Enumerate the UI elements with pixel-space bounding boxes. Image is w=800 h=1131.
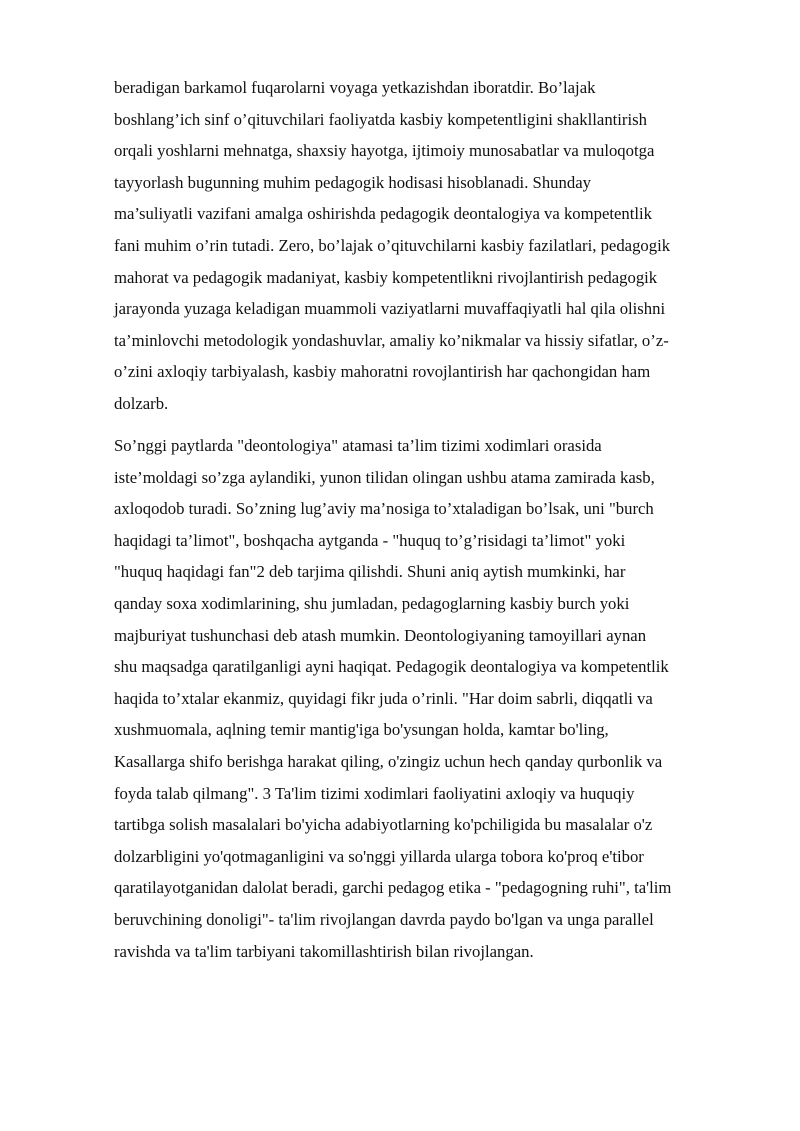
- text-line: qanday soxa xodimlarining, shu jumladan, pedagoglarning kasbiy burch yoki: [114, 594, 630, 613]
- text-line: Kasallarga shifo berishga harakat qiling, o'zingiz uchun hech qanday qurbonlik va: [114, 751, 663, 771]
- paragraph-1: [114, 72, 746, 420]
- text-line: foyda talab qilmang". 3 Ta'lim tizimi xodimlari faoliyatini axloqiy va huquqiy: [114, 783, 635, 803]
- text-line: axloqodob turadi. So’zning lug’aviy ma’nosiga to’xtaladigan bo’lsak, uni "burch: [114, 499, 654, 519]
- text-line: qaratilayotganidan dalolat beradi, garchi pedagog etika - "pedagogning ruhi", ta'lim: [114, 878, 672, 898]
- text-line: o’zini axloqiy tarbiyalash, kasbiy mahoratni rovojlantirish har qachongidan ham: [114, 362, 651, 382]
- document-page: [114, 72, 746, 967]
- text-line: beruvchining donoligi"- ta'lim rivojlangan davrda paydo bo'lgan va unga parallel: [114, 909, 654, 929]
- text-line: haqidagi ta’limot", boshqacha aytganda - "huquq to’g’risidagi ta’limot" yoki: [114, 530, 626, 550]
- text-line: xushmuomala, aqlning temir mantig'iga bo'ysungan holda, kamtar bo'ling,: [114, 720, 609, 740]
- text-line: ravishda va ta'lim tarbiyani takomillashtirish bilan rivojlangan.: [114, 941, 534, 961]
- text-line: So’nggi paytlarda "deontologiya" atamasi ta’lim tizimi xodimlari orasida: [114, 436, 602, 456]
- text-line: boshlang’ich sinf o’qituvchilari faoliyatda kasbiy kompetentligini shakllantirish: [114, 109, 647, 129]
- text-line: tartibga solish masalalari bo'yicha adabiyotlarning ko'pchiligida bu masalalar o'z: [114, 815, 653, 835]
- text-line: jarayonda yuzaga keladigan muammoli vaziyatlarni muvaffaqiyatli hal qila olishni: [114, 299, 666, 319]
- text-line: "huquq haqidagi fan"2 deb tarjima qilishdi. Shuni aniq aytish mumkinki, har: [114, 562, 626, 582]
- paragraph-spacer: [114, 420, 746, 431]
- text-line: iste’moldagi so’zga aylandiki, yunon tilidan olingan ushbu atama zamirada kasb,: [114, 467, 655, 487]
- text-line: fani muhim o’rin tutadi. Zero, bo’lajak o’qituvchilarni kasbiy fazilatlari, pedagogik: [114, 235, 671, 255]
- text-line: beradigan barkamol fuqarolarni voyaga yetkazishdan iboratdir. Bo’lajak: [114, 78, 596, 97]
- paragraph-2: [114, 430, 746, 967]
- text-line: majburiyat tushunchasi deb atash mumkin. Deontologiyaning tamoyillari aynan: [114, 625, 647, 645]
- text-line: orqali yoshlarni mehnatga, shaxsiy hayotga, ijtimoiy munosabatlar va muloqotga: [114, 141, 655, 161]
- text-line: dolzarbligini yo'qotmaganligini va so'nggi yillarda ularga tobora ko'proq e'tibor: [114, 846, 644, 866]
- text-line: dolzarb.: [114, 393, 169, 413]
- text-line: shu maqsadga qaratilganligi ayni haqiqat. Pedagogik deontalogiya va kompetentlik: [114, 657, 669, 677]
- text-line: ta’minlovchi metodologik yondashuvlar, amaliy ko’nikmalar va hissiy sifatlar, o’z-: [114, 330, 669, 350]
- text-line: haqida to’xtalar ekanmiz, quyidagi fikr juda o’rinli. "Har doim sabrli, diqqatli va: [114, 688, 653, 708]
- text-line: ma’suliyatli vazifani amalga oshirishda pedagogik deontalogiya va kompetentlik: [114, 204, 653, 224]
- text-line: mahorat va pedagogik madaniyat, kasbiy kompetentlikni rivojlantirish pedagogik: [114, 267, 658, 287]
- text-line: tayyorlash bugunning muhim pedagogik hodisasi hisoblanadi. Shunday: [114, 172, 591, 192]
